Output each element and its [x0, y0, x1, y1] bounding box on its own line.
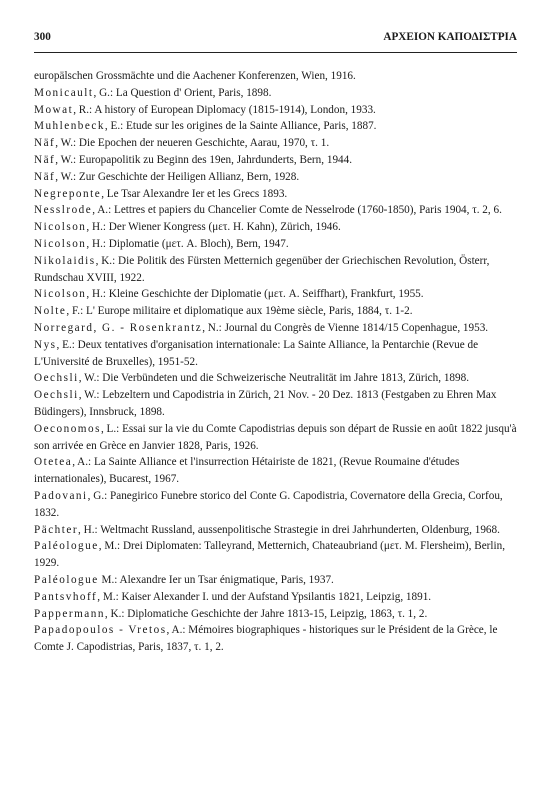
entry-text: , H.: Kleine Geschichte der Diplomatie (μετ. A. Seiffhart), Frankfurt, 1955. [86, 288, 424, 301]
entry-text: , G.: Panegirico Funebre storico del Conte G. Capodistria, Covernatore della Grecia, Corfou, 1832. [34, 489, 503, 519]
page-number: 300 [34, 31, 51, 43]
bibliography-entry [34, 421, 517, 455]
entry-author: Nolte [34, 305, 67, 318]
bibliography-entry [34, 135, 517, 152]
entry-text: , W.: Zur Geschichte der Heiligen Allianz, Bern, 1928. [55, 170, 300, 183]
entry-author: Näf [34, 137, 56, 150]
entry-author: Norregard, G. - Rosenkrantz [34, 321, 203, 334]
entry-text: , A.: Mémoires biographiques - historiques sur le Président de la Grèce, le Comte J. Capodistrias, Paris, 1837, τ. 1, 2. [34, 624, 498, 654]
bibliography-entry [34, 85, 517, 102]
bibliography-entry [34, 236, 517, 253]
bibliography-entry [34, 337, 517, 371]
entry-author: Näf [34, 153, 56, 166]
entry-author: Nesslrode [34, 204, 93, 217]
entry-author: Padovani [34, 489, 88, 502]
entry-text: , K.: Diplomatiche Geschichte der Jahre 1813-15, Leipzig, 1863, τ. 1, 2. [104, 607, 428, 620]
entry-text: , M.: Kaiser Alexander I. und der Aufstand Ypsilantis 1821, Leipzig, 1891. [97, 590, 432, 603]
bibliography-entry [34, 253, 517, 287]
entry-author: Pächter [34, 523, 79, 536]
bibliography-entry [34, 286, 517, 303]
entry-text: , W.: Lebzeltern und Capodistria in Zürich, 21 Nov. - 20 Dez. 1813 (Festgaben zu Ehren Max Büdingers), Innsbruck, 1898. [34, 389, 497, 418]
bibliography-entry [34, 370, 517, 387]
entry-author: Nys [34, 338, 57, 351]
bibliography-entry [34, 152, 517, 169]
bibliography-entry [34, 68, 517, 85]
entry-author: Paléologue [34, 540, 99, 553]
bibliography-entry [34, 606, 517, 623]
entry-text: , N.: Journal du Congrès de Vienne 1814/15 Copenhague, 1953. [202, 321, 489, 334]
running-title: ΑΡΧΕΙΟΝ ΚΑΠΟΔΙΣΤΡΙΑ [383, 31, 517, 43]
bibliography-entry [34, 102, 517, 119]
bibliography-entry [34, 538, 517, 572]
entry-author: Nicolson [34, 237, 87, 250]
entry-text: , Le Tsar Alexandre Ier et les Grecs 1893. [101, 187, 288, 200]
bibliography-entry [34, 320, 517, 337]
entry-author: Papadopoulos - Vretos [34, 624, 167, 637]
entry-author: Oeconomos [34, 422, 101, 435]
entry-text: , H.: Weltmacht Russland, aussenpolitische Strastegie in drei Jahrhunderten, Oldenburg, 1968. [78, 523, 500, 536]
entry-text: , K.: Die Politik des Fürsten Metternich gegenüber der Griechischen Revolution, Österr, Rundschau XVIII, 1922. [34, 254, 490, 284]
entry-author: Paléologue [34, 573, 99, 586]
entry-author: Nicolson [34, 288, 87, 301]
entry-text: , E.: Deux tentatives d'organisation internationale: La Sainte Alliance, la Pentarchie (Revue de L'Université de Bruxelles), 1951-52. [34, 338, 479, 368]
bibliography-entry [34, 219, 517, 236]
entry-text: , E.: Etude sur les origines de la Sainte Alliance, Paris, 1887. [104, 120, 377, 133]
header-divider [34, 52, 517, 53]
bibliography-entry [34, 186, 517, 203]
entry-author: Nikolaidis [34, 254, 96, 267]
entry-author: Oechsli [34, 389, 79, 402]
entry-text: , W.: Die Epochen der neueren Geschichte, Aarau, 1970, τ. 1. [55, 137, 330, 150]
bibliography-entry [34, 522, 517, 539]
entry-author: Pappermann [34, 607, 105, 620]
entry-author: Muhlenbeck [34, 120, 105, 133]
bibliography-list [34, 68, 517, 656]
bibliography-entry [34, 572, 517, 589]
bibliography-entry [34, 169, 517, 186]
page-header [34, 31, 517, 43]
entry-author: Otetea [34, 456, 73, 469]
entry-author: Näf [34, 170, 56, 183]
entry-text: , H.: Der Wiener Kongress (μετ. H. Kahn), Zürich, 1946. [86, 221, 341, 234]
bibliography-entry [34, 589, 517, 606]
bibliography-entry [34, 118, 517, 135]
bibliography-entry [34, 622, 517, 656]
bibliography-entry [34, 454, 517, 488]
entry-author: Negreponte [34, 187, 102, 200]
bibliography-entry [34, 202, 517, 219]
entry-text: , R.: A history of European Diplomacy (1815-1914), London, 1933. [73, 103, 376, 116]
entry-author: Monicault [34, 86, 94, 99]
entry-author: Nicolson [34, 221, 87, 234]
entry-author: Pantsvhoff [34, 590, 98, 603]
entry-text: M.: Alexandre Ier un Tsar énigmatique, Paris, 1937. [98, 573, 334, 586]
entry-text: , A.: Lettres et papiers du Chancelier Comte de Nesselrode (1760-1850), Paris 1904, τ. 2, 6. [92, 204, 502, 217]
entry-text: , W.: Die Verbündeten und die Schweizerische Neutralität im Jahre 1813, Zürich, 1898. [78, 372, 470, 385]
entry-text: , W.: Europapolitik zu Beginn des 19en, Jahrdunderts, Bern, 1944. [55, 153, 353, 166]
entry-text: , L.: Essai sur la vie du Comte Capodistrias depuis son départ de Russie en août 1822 jusqu'à son arrivée en Grèce en Janvier 1828, Paris, 1926. [34, 422, 517, 452]
entry-text: , A.: La Sainte Alliance et l'insurrection Hétairiste de 1821, (Revue Roumaine d'études internationales), Bucarest, 1967. [34, 456, 460, 486]
entry-author: Mowat [34, 103, 74, 116]
bibliography-entry [34, 488, 517, 522]
entry-text: , H.: Diplomatie (μετ. A. Bloch), Bern, 1947. [86, 237, 289, 250]
entry-author: Oechsli [34, 372, 79, 385]
bibliography-entry [34, 303, 517, 320]
bibliography-entry [34, 387, 517, 421]
entry-text: europälschen Grossmächte und die Aachener Konferenzen, Wien, 1916. [34, 70, 356, 82]
entry-text: , G.: La Question d' Orient, Paris, 1898. [93, 86, 272, 99]
entry-text: , M.: Drei Diplomaten: Talleyrand, Metternich, Chateaubriand (μετ. M. Flersheim), Berlin, 1929. [34, 540, 506, 570]
entry-text: , F.: L' Europe militaire et diplomatique aux 19ème siècle, Paris, 1884, τ. 1-2. [66, 305, 413, 318]
